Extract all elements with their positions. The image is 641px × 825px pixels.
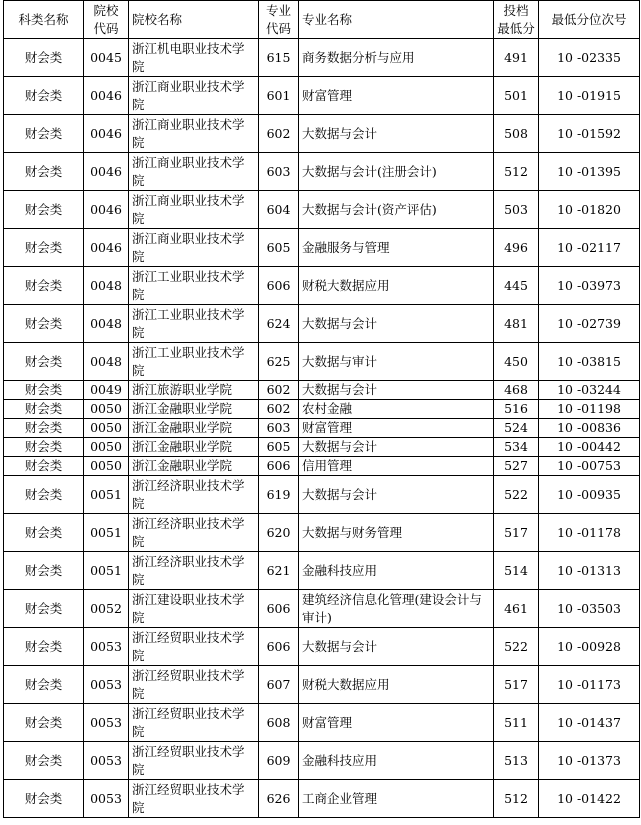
table-cell: 517 (494, 514, 539, 552)
table-cell: 工商企业管理 (299, 780, 494, 818)
table-cell: 491 (494, 39, 539, 77)
table-row (4, 666, 640, 704)
table-cell: 601 (259, 77, 299, 115)
header-cell: 投档 最低分 (494, 1, 539, 39)
table-cell: 522 (494, 476, 539, 514)
table-cell: 615 (259, 39, 299, 77)
table-row (4, 153, 640, 191)
table-cell: 财富管理 (299, 419, 494, 438)
table-cell: 512 (494, 780, 539, 818)
table-cell: 0053 (84, 628, 129, 666)
table-cell: 财税大数据应用 (299, 267, 494, 305)
table-cell: 金融科技应用 (299, 552, 494, 590)
table-cell: 534 (494, 438, 539, 457)
table-cell: 511 (494, 704, 539, 742)
table-cell: 501 (494, 77, 539, 115)
table-cell: 财税大数据应用 (299, 666, 494, 704)
table-cell: 浙江商业职业技术学院 (129, 115, 259, 153)
table-cell: 大数据与财务管理 (299, 514, 494, 552)
table-cell: 财会类 (4, 514, 84, 552)
table-cell: 财会类 (4, 628, 84, 666)
table-cell: 602 (259, 381, 299, 400)
header-cell: 最低分位次号 (539, 1, 640, 39)
table-cell: 621 (259, 552, 299, 590)
table-cell: 609 (259, 742, 299, 780)
table-row (4, 191, 640, 229)
table-cell: 财会类 (4, 438, 84, 457)
table-cell: 浙江工业职业技术学院 (129, 267, 259, 305)
table-cell: 浙江机电职业技术学院 (129, 39, 259, 77)
table-cell: 财会类 (4, 476, 84, 514)
table-cell: 524 (494, 419, 539, 438)
table-cell: 0048 (84, 343, 129, 381)
table-cell: 财会类 (4, 381, 84, 400)
table-cell: 浙江商业职业技术学院 (129, 229, 259, 267)
table-cell: 浙江旅游职业学院 (129, 381, 259, 400)
table-cell: 浙江经济职业技术学院 (129, 476, 259, 514)
table-cell: 财会类 (4, 229, 84, 267)
table-cell: 10 -03503 (539, 590, 640, 628)
table-row (4, 419, 640, 438)
table-cell: 0046 (84, 77, 129, 115)
table-cell: 0051 (84, 552, 129, 590)
table-row (4, 39, 640, 77)
header-cell: 专业名称 (299, 1, 494, 39)
table-cell: 大数据与会计 (299, 115, 494, 153)
table-cell: 603 (259, 419, 299, 438)
table-cell: 浙江经贸职业技术学院 (129, 704, 259, 742)
table-cell: 620 (259, 514, 299, 552)
table-cell: 0053 (84, 666, 129, 704)
table-cell: 10 -01373 (539, 742, 640, 780)
table-cell: 浙江商业职业技术学院 (129, 153, 259, 191)
table-row (4, 704, 640, 742)
table-cell: 606 (259, 590, 299, 628)
table-cell: 财会类 (4, 552, 84, 590)
table-cell: 0046 (84, 229, 129, 267)
table-cell: 商务数据分析与应用 (299, 39, 494, 77)
table-cell: 浙江经贸职业技术学院 (129, 742, 259, 780)
table-row (4, 552, 640, 590)
header-cell: 科类名称 (4, 1, 84, 39)
table-cell: 605 (259, 438, 299, 457)
table-cell: 大数据与会计 (299, 381, 494, 400)
header-cell: 院校 代码 (84, 1, 129, 39)
table-cell: 514 (494, 552, 539, 590)
table-cell: 财会类 (4, 305, 84, 343)
table-cell: 0051 (84, 476, 129, 514)
table-cell: 606 (259, 267, 299, 305)
table-cell: 10 -02117 (539, 229, 640, 267)
table-cell: 金融服务与管理 (299, 229, 494, 267)
table-cell: 0048 (84, 305, 129, 343)
table-cell: 大数据与会计(资产评估) (299, 191, 494, 229)
table-cell: 财会类 (4, 704, 84, 742)
table-cell: 10 -03815 (539, 343, 640, 381)
table-cell: 606 (259, 628, 299, 666)
table-cell: 607 (259, 666, 299, 704)
table-cell: 10 -00928 (539, 628, 640, 666)
table-cell: 10 -00935 (539, 476, 640, 514)
table-cell: 10 -03244 (539, 381, 640, 400)
table-cell: 财会类 (4, 780, 84, 818)
table-cell: 大数据与会计 (299, 305, 494, 343)
table-cell: 大数据与会计(注册会计) (299, 153, 494, 191)
table-row (4, 400, 640, 419)
table-cell: 财会类 (4, 343, 84, 381)
table-cell: 603 (259, 153, 299, 191)
header-cell: 专业 代码 (259, 1, 299, 39)
table-cell: 10 -01437 (539, 704, 640, 742)
table-cell: 512 (494, 153, 539, 191)
table-cell: 浙江工业职业技术学院 (129, 343, 259, 381)
table-row (4, 476, 640, 514)
table-cell: 10 -01173 (539, 666, 640, 704)
table-row (4, 590, 640, 628)
table-cell: 10 -01592 (539, 115, 640, 153)
table-cell: 461 (494, 590, 539, 628)
table-body (4, 39, 640, 818)
table-cell: 财会类 (4, 153, 84, 191)
table-cell: 10 -01422 (539, 780, 640, 818)
table-cell: 0049 (84, 381, 129, 400)
table-cell: 浙江金融职业学院 (129, 438, 259, 457)
table-row (4, 115, 640, 153)
table-cell: 大数据与会计 (299, 476, 494, 514)
table-cell: 517 (494, 666, 539, 704)
table-cell: 602 (259, 115, 299, 153)
table-cell: 财会类 (4, 115, 84, 153)
table-cell: 10 -01313 (539, 552, 640, 590)
table-cell: 522 (494, 628, 539, 666)
table-cell: 财会类 (4, 77, 84, 115)
table-row (4, 77, 640, 115)
table-row (4, 305, 640, 343)
table-cell: 0050 (84, 400, 129, 419)
table-cell: 0046 (84, 153, 129, 191)
table-row (4, 514, 640, 552)
table-cell: 财会类 (4, 457, 84, 476)
table-cell: 625 (259, 343, 299, 381)
table-cell: 445 (494, 267, 539, 305)
table-cell: 财会类 (4, 666, 84, 704)
table-cell: 浙江金融职业学院 (129, 419, 259, 438)
table-cell: 10 -01198 (539, 400, 640, 419)
table-cell: 0053 (84, 704, 129, 742)
table-cell: 浙江建设职业技术学院 (129, 590, 259, 628)
table-cell: 浙江经贸职业技术学院 (129, 780, 259, 818)
table-cell: 10 -01915 (539, 77, 640, 115)
table-cell: 浙江经济职业技术学院 (129, 552, 259, 590)
table-cell: 财会类 (4, 400, 84, 419)
table-cell: 0050 (84, 419, 129, 438)
table-cell: 0046 (84, 191, 129, 229)
table-row (4, 780, 640, 818)
table-cell: 10 -01178 (539, 514, 640, 552)
table-cell: 468 (494, 381, 539, 400)
table-cell: 0050 (84, 438, 129, 457)
table-cell: 浙江金融职业学院 (129, 400, 259, 419)
table-cell: 624 (259, 305, 299, 343)
table-cell: 527 (494, 457, 539, 476)
table-cell: 农村金融 (299, 400, 494, 419)
table-cell: 0052 (84, 590, 129, 628)
table-cell: 0051 (84, 514, 129, 552)
table-cell: 0048 (84, 267, 129, 305)
table-row (4, 628, 640, 666)
table-cell: 606 (259, 457, 299, 476)
table-cell: 财富管理 (299, 77, 494, 115)
table-cell: 财会类 (4, 191, 84, 229)
header-cell: 院校名称 (129, 1, 259, 39)
table-cell: 财会类 (4, 39, 84, 77)
table-cell: 604 (259, 191, 299, 229)
table-cell: 大数据与会计 (299, 628, 494, 666)
table-row (4, 229, 640, 267)
table-cell: 浙江经济职业技术学院 (129, 514, 259, 552)
table-row (4, 381, 640, 400)
table-row (4, 343, 640, 381)
table-cell: 大数据与审计 (299, 343, 494, 381)
table-cell: 10 -03973 (539, 267, 640, 305)
table-cell: 浙江金融职业学院 (129, 457, 259, 476)
table-cell: 10 -00753 (539, 457, 640, 476)
table-row (4, 742, 640, 780)
table-cell: 财会类 (4, 419, 84, 438)
table-cell: 450 (494, 343, 539, 381)
table-row (4, 457, 640, 476)
admission-table (3, 0, 640, 818)
table-cell: 10 -01395 (539, 153, 640, 191)
table-cell: 626 (259, 780, 299, 818)
table-cell: 481 (494, 305, 539, 343)
table-cell: 0050 (84, 457, 129, 476)
table-cell: 建筑经济信息化管理(建设会计与审计) (299, 590, 494, 628)
table-cell: 508 (494, 115, 539, 153)
table-cell: 财会类 (4, 590, 84, 628)
table-cell: 10 -02335 (539, 39, 640, 77)
table-cell: 10 -01820 (539, 191, 640, 229)
table-cell: 信用管理 (299, 457, 494, 476)
table-cell: 财富管理 (299, 704, 494, 742)
table-cell: 0045 (84, 39, 129, 77)
table-cell: 605 (259, 229, 299, 267)
table-cell: 516 (494, 400, 539, 419)
table-cell: 513 (494, 742, 539, 780)
table-cell: 金融科技应用 (299, 742, 494, 780)
table-cell: 财会类 (4, 267, 84, 305)
table-cell: 财会类 (4, 742, 84, 780)
table-cell: 浙江工业职业技术学院 (129, 305, 259, 343)
table-cell: 10 -02739 (539, 305, 640, 343)
header-row (4, 1, 640, 39)
table-cell: 0053 (84, 780, 129, 818)
table-cell: 浙江经贸职业技术学院 (129, 628, 259, 666)
table-cell: 浙江经贸职业技术学院 (129, 666, 259, 704)
table-cell: 608 (259, 704, 299, 742)
table-cell: 10 -00442 (539, 438, 640, 457)
table-row (4, 438, 640, 457)
table-cell: 10 -00836 (539, 419, 640, 438)
table-cell: 602 (259, 400, 299, 419)
table-cell: 619 (259, 476, 299, 514)
table-cell: 0046 (84, 115, 129, 153)
table-cell: 0053 (84, 742, 129, 780)
table-cell: 503 (494, 191, 539, 229)
table-cell: 浙江商业职业技术学院 (129, 191, 259, 229)
table-cell: 496 (494, 229, 539, 267)
table-cell: 浙江商业职业技术学院 (129, 77, 259, 115)
table-cell: 大数据与会计 (299, 438, 494, 457)
table-row (4, 267, 640, 305)
